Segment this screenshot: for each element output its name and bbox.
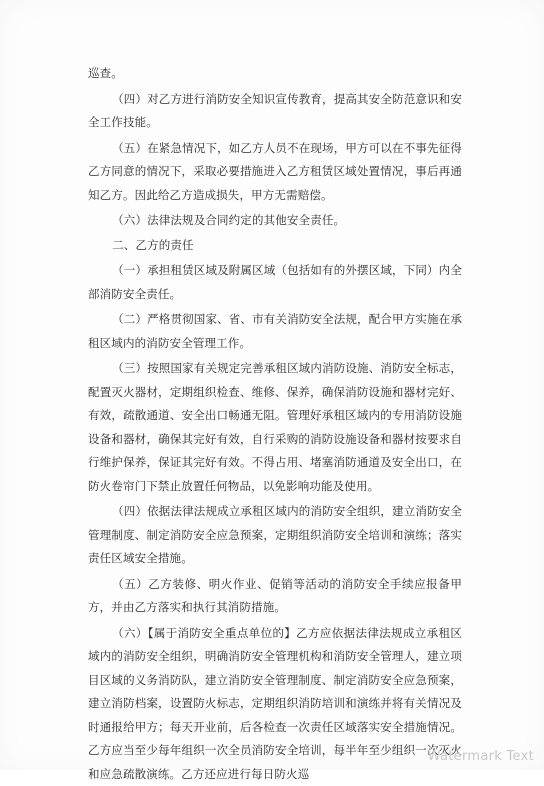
document-body [88,62,462,786]
paragraph-continuation: 巡查。 [88,62,462,86]
watermark-text: Watermark Text [428,749,534,764]
paragraph-party-a-item-6: （六）法律法规及合同约定的其他安全责任。 [88,209,462,233]
paragraph-party-a-item-5: （五）在紧急情况下，如乙方人员不在现场，甲方可以在不事先征得乙方同意的情况下，采取必要措施进入乙方租赁区域处置情况，事后再通知乙方。因此给乙方造成损失，甲方无需赔偿。 [88,137,462,208]
paragraph-party-a-item-4: （四）对乙方进行消防安全知识宣传教育，提高其安全防范意识和安全工作技能。 [88,88,462,135]
paragraph-party-b-item-4: （四）依据法律法规成立承租区域内的消防安全组织，建立消防安全管理制度、制定消防安全应急预案，定期组织消防安全培训和演练；落实责任区域安全措施。 [88,500,462,571]
paragraph-party-b-item-5: （五）乙方装修、明火作业、促销等活动的消防安全手续应报备甲方，并由乙方落实和执行其消防措施。 [88,573,462,620]
section-heading-party-b: 二、乙方的责任 [88,234,462,258]
paragraph-party-b-item-2: （二）严格贯彻国家、省、市有关消防安全法规，配合甲方实施在承租区域内的消防安全管理工作。 [88,308,462,355]
paragraph-party-b-item-1: （一）承担租赁区域及附属区域（包括如有的外摆区域，下同）内全部消防安全责任。 [88,259,462,306]
paragraph-party-b-item-6: （六）【属于消防安全重点单位的】乙方应依据法律法规成立承租区域内的消防安全组织，明确消防安全管理机构和消防安全管理人，建立项目区域的义务消防队，建立消防安全管理制度、制定消防安全应急预案，建立消防档案，设置防火标志，定期组织消防培训和演练并将有关情况及时通报给甲方；每天开业前，后各检查一次责任区域落实安全措施情况。乙方应当至少每年组织一次全员消防安全培训，每半年至少组织一次灭火和应急疏散演练。乙方还应进行每日防火巡 [88,622,462,786]
paragraph-party-b-item-3: （三）按照国家有关规定完善承租区域内消防设施、消防安全标志，配置灭火器材，定期组织检查、维修、保养，确保消防设施和器材完好、有效，疏散通道、安全出口畅通无阻。管理好承租区域内的专用消防设施设备和器材，确保其完好有效，自行采购的消防设施设备和器材按要求自行维护保养，保证其完好有效。不得占用、堵塞消防通道及安全出口，在防火卷帘门下禁止放置任何物品，以免影响功能及使用。 [88,357,462,498]
